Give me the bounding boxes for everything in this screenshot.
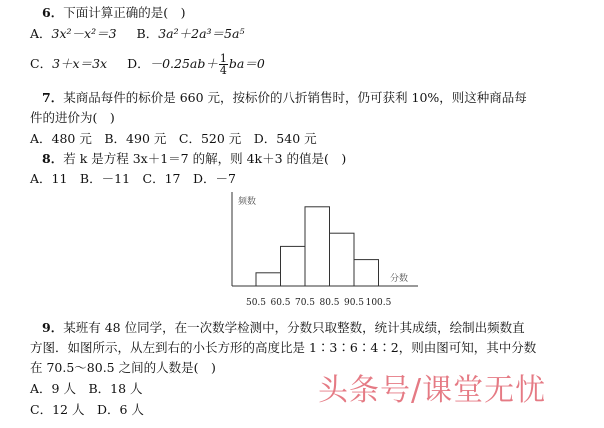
question-number: 6 (42, 5, 51, 20)
histogram-bar (305, 207, 330, 286)
histogram-bar (256, 273, 281, 286)
histogram-bar (354, 260, 379, 286)
y-axis-label: 频数 (238, 197, 257, 207)
fraction-one-quarter: $\frac{1}{4}$ (219, 52, 227, 77)
question-6-stem: 6．下面计算正确的是( ) (42, 5, 186, 20)
x-tick-label: 90.5 (343, 298, 365, 308)
question-9-options-line1: A．9 人 B．18 人 (30, 381, 143, 396)
question-7-stem-line1: 7．某商品每件的标价是 660 元，按标价的八折销售时，仍可获利 10%，则这种商品每 (42, 90, 527, 105)
option-c: 3＋x＝3x (52, 56, 108, 71)
option-d-part2: ba＝0 (228, 56, 265, 71)
question-text: 某商品每件的标价是 660 元，按标价的八折销售时，仍可获利 10%，则这种商品每 (63, 90, 527, 105)
question-6-options-ab: A．3x²－x²＝3 B．3a²＋2a³＝5a⁵ (30, 26, 245, 41)
option-b: 3a²＋2a³＝5a⁵ (158, 26, 245, 41)
x-tick-label: 100.5 (365, 298, 392, 308)
x-axis-label: 分数 (390, 274, 409, 284)
x-tick-label: 70.5 (294, 298, 316, 308)
x-tick-label: 50.5 (245, 298, 267, 308)
question-7-stem-line2: 件的进价为( ) (30, 110, 115, 125)
question-text: 某班有 48 位同学，在一次数学检测中，分数只取整数，统计其成绩，绘制出频数直 (63, 320, 525, 335)
question-9-options-line2: C．12 人 D．6 人 (30, 402, 144, 417)
question-6-options-cd: C．3＋x＝3x D．－0.25ab＋ $\frac{1}{4}$ ba＝0 (30, 52, 265, 77)
option-d-part1: －0.25ab＋ (149, 56, 218, 71)
x-tick-label: 60.5 (270, 298, 291, 308)
x-tick-label: 80.5 (319, 298, 340, 308)
frequency-histogram (222, 188, 422, 310)
histogram-bar (330, 233, 355, 286)
histogram-bar (281, 246, 306, 286)
option-a: 3x²－x²＝3 (51, 26, 117, 41)
question-9-stem-line3: 在 70.5～80.5 之间的人数是( ) (30, 360, 216, 375)
question-text: 下面计算正确的是( ) (63, 5, 186, 20)
watermark: 头条号/课堂无忧 (318, 373, 547, 408)
question-9-stem-line2: 方图．如图所示，从左到右的小长方形的高度比是 1∶3∶6∶4∶2，则由图可知，其中分数 (30, 340, 537, 355)
question-9-stem-line1: 9．某班有 48 位同学，在一次数学检测中，分数只取整数，统计其成绩，绘制出频数直 (42, 320, 525, 335)
question-text: 若 k 是方程 3x＋1＝7 的解，则 4k＋3 的值是( ) (63, 151, 347, 166)
question-number: 9 (42, 320, 51, 335)
question-number: 8 (42, 151, 51, 166)
question-8-options: A．11 B．－11 C．17 D．－7 (30, 171, 236, 186)
question-8-stem: 8．若 k 是方程 3x＋1＝7 的解，则 4k＋3 的值是( ) (42, 151, 347, 166)
question-7-options: A．480 元 B．490 元 C．520 元 D．540 元 (30, 131, 317, 146)
question-number: 7 (42, 90, 51, 105)
